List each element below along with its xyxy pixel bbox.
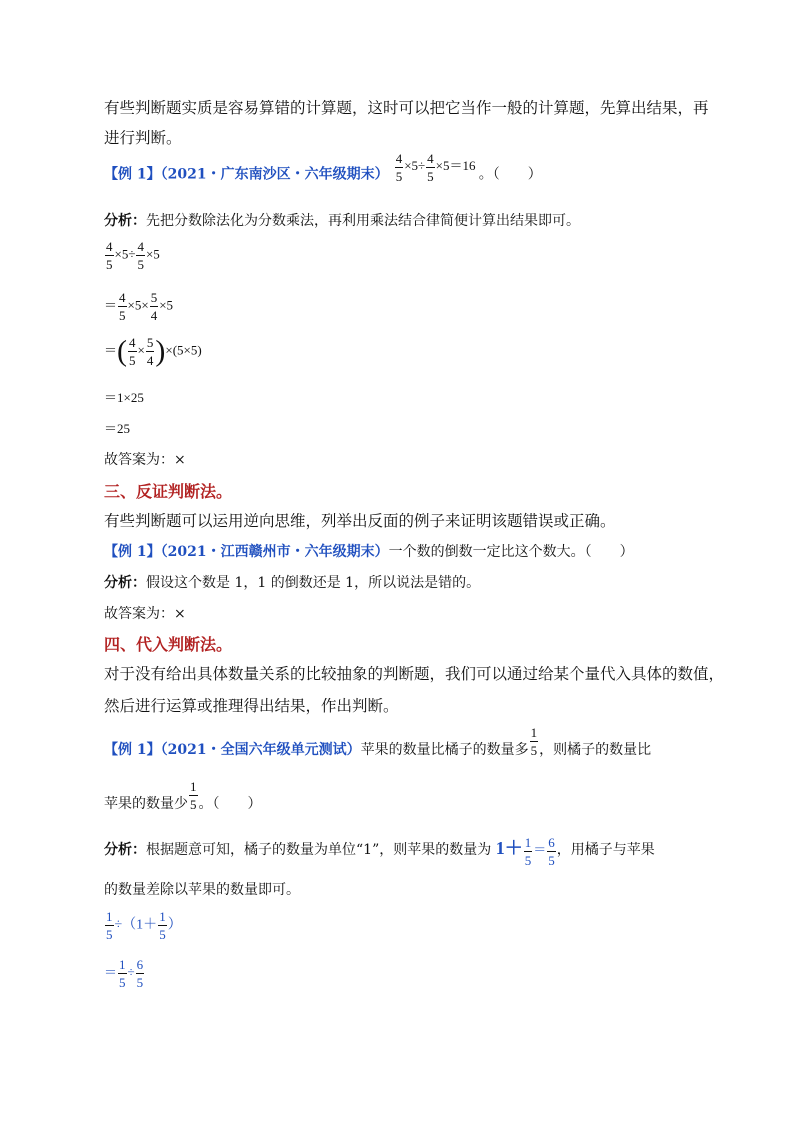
- example-1: [104, 151, 542, 191]
- example-4: 【例 1】（2021・全国六年级单元测试）苹果的数量比橘子的数量多 $\frac{1}{5}$ ，则橘子的数量比: [104, 725, 652, 758]
- calc-step-2: ＝ $\frac{1}{5}$ ÷ $\frac{6}{5}$: [104, 957, 144, 990]
- analysis: 分析：根据题意可知，橘子的数量为单位“1”，则苹果的数量为 1＋ $\frac{1}{5}$ ＝ $\frac{6}{5}$ ，用橘子与苹果: [104, 834, 655, 868]
- analysis-label: 分析：: [104, 575, 146, 591]
- analysis-expression: 1＋ $\frac{1}{5}$ ＝ $\frac{6}{5}$: [495, 834, 555, 868]
- analysis: [104, 210, 580, 230]
- answer-line: 故答案为：×: [104, 452, 186, 468]
- calc-step-3: ＝( $\frac{4}{5}$ × $\frac{5}{4}$ )×(5×5): [104, 334, 202, 368]
- example-tag: 【例 1】: [104, 742, 161, 758]
- example-4-line-2: 苹果的数量少 $\frac{1}{5}$ 。（ ）: [104, 779, 262, 812]
- example-source: （2021・全国六年级单元测试）: [160, 742, 361, 758]
- section-4-desc-1: 对于没有给出具体数量关系的比较抽象的判断题，我们可以通过给某个量代入具体的数值，: [104, 665, 725, 683]
- example-source: （2021・广东南沙区・六年级期末）: [160, 166, 389, 183]
- answer-blank: 。（ ）: [478, 166, 542, 183]
- analysis-line-2: 的数量差除以苹果的数量即可。: [104, 882, 300, 898]
- answer-line: 故答案为：×: [104, 606, 186, 622]
- example-3: [104, 541, 634, 561]
- calc-step-1: $\frac{4}{5}$ ×5÷ $\frac{4}{5}$ ×5: [106, 239, 160, 272]
- example-question: 一个数的倒数一定比这个数大。（ ）: [388, 544, 634, 560]
- section-3-desc: 有些判断题可以运用逆向思维，列举出反面的例子来证明该题错误或正确。: [104, 512, 616, 530]
- example-tag: 【例 1】: [104, 544, 161, 560]
- analysis-label: 分析：: [104, 842, 146, 858]
- section-4-desc-2: 然后进行运算或推理得出结果，作出判断。: [104, 697, 399, 715]
- analysis: [104, 572, 480, 592]
- intro-line-1: 有些判断题实质是容易算错的计算题，这时可以把它当作一般的计算题，先算出结果，再: [104, 99, 709, 117]
- analysis-text: 假设这个数是 1，1 的倒数还是 1，所以说法是错的。: [146, 575, 481, 591]
- intro-line-2: 进行判断。: [104, 129, 182, 147]
- calc-step-4: ＝1×25: [104, 390, 144, 405]
- calc-step-5: ＝25: [104, 421, 131, 436]
- fraction: $\frac{1}{5}$: [530, 725, 538, 758]
- calc-step-1: $\frac{1}{5}$ ÷（1＋ $\frac{1}{5}$ ）: [106, 909, 182, 942]
- analysis-label: 分析：: [104, 213, 146, 229]
- section-3-heading: 三、反证判断法。: [104, 482, 233, 501]
- analysis-text: 先把分数除法化为分数乘法，再利用乘法结合律简便计算出结果即可。: [146, 213, 580, 229]
- example-equation: 4 5 ×5÷ 4 5 ×5＝16: [395, 151, 476, 184]
- calc-step-2: ＝ $\frac{4}{5}$ ×5× $\frac{5}{4}$ ×5: [104, 290, 174, 323]
- example-tag: 【例 1】: [104, 166, 161, 183]
- example-source: （2021・江西赣州市・六年级期末）: [160, 544, 389, 560]
- fraction: $\frac{1}{5}$: [190, 779, 197, 812]
- section-4-heading: 四、代入判断法。: [104, 635, 233, 654]
